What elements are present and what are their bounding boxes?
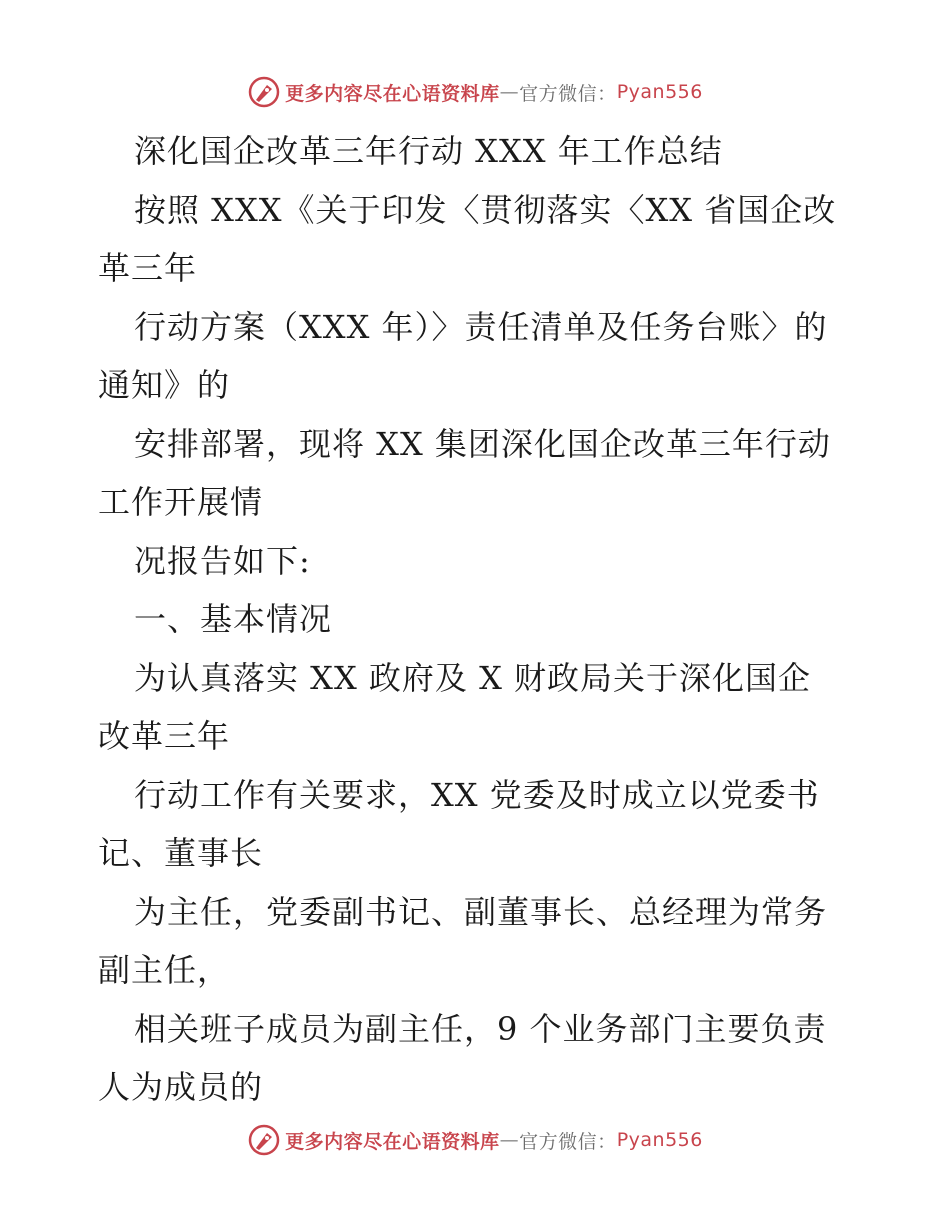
paragraph-line: 记、董事长 bbox=[98, 834, 264, 872]
paragraph-line: 改革三年 bbox=[98, 717, 231, 755]
banner-wechat-id: Pyan556 bbox=[616, 81, 703, 103]
banner-dash: — bbox=[499, 81, 520, 103]
paragraph-line: 工作开展情 bbox=[98, 483, 264, 521]
banner-wechat-id: Pyan556 bbox=[616, 1129, 703, 1151]
paragraph-line: 况报告如下: bbox=[134, 541, 311, 580]
paragraph-line: 副主任， bbox=[98, 951, 231, 989]
pen-nib-circle-icon bbox=[247, 1123, 281, 1157]
banner-dash: — bbox=[499, 1129, 520, 1151]
paragraph-line: 相关班子成员为副主任，9 个业务部门主要负责 bbox=[134, 1009, 827, 1048]
paragraph-line: 为主任，党委副书记、副董事长、总经理为常务 bbox=[134, 892, 828, 931]
paragraph-line: 安排部署，现将 XX 集团深化国企改革三年行动 bbox=[134, 424, 831, 463]
banner-title: 更多内容尽在心语资料库 bbox=[285, 82, 500, 105]
paragraph-line: 革三年 bbox=[98, 249, 198, 287]
document-title: 深化国企改革三年行动 XXX 年工作总结 bbox=[134, 132, 723, 170]
banner-title: 更多内容尽在心语资料库 bbox=[285, 1130, 500, 1153]
paragraph-line: 为认真落实 XX 政府及 X 财政局关于深化国企 bbox=[134, 658, 812, 697]
paragraph-line: 通知》的 bbox=[98, 366, 231, 404]
document-body bbox=[98, 122, 858, 1117]
footer-banner bbox=[0, 1120, 950, 1160]
paragraph-line: 人为成员的 bbox=[98, 1068, 264, 1106]
header-banner bbox=[0, 72, 950, 112]
paragraph-line: 行动方案（XXX 年）〉责任清单及任务台账〉的 bbox=[134, 307, 828, 346]
banner-wechat-label: 官方微信： bbox=[519, 1130, 617, 1153]
pen-nib-circle-icon bbox=[247, 75, 281, 109]
banner-wechat-label: 官方微信： bbox=[519, 82, 617, 105]
section-heading: 一、基本情况 bbox=[134, 600, 333, 638]
paragraph-line: 行动工作有关要求，XX 党委及时成立以党委书 bbox=[134, 775, 820, 814]
paragraph-line: 按照 XXX《关于印发〈贯彻落实〈XX 省国企改 bbox=[134, 190, 837, 229]
